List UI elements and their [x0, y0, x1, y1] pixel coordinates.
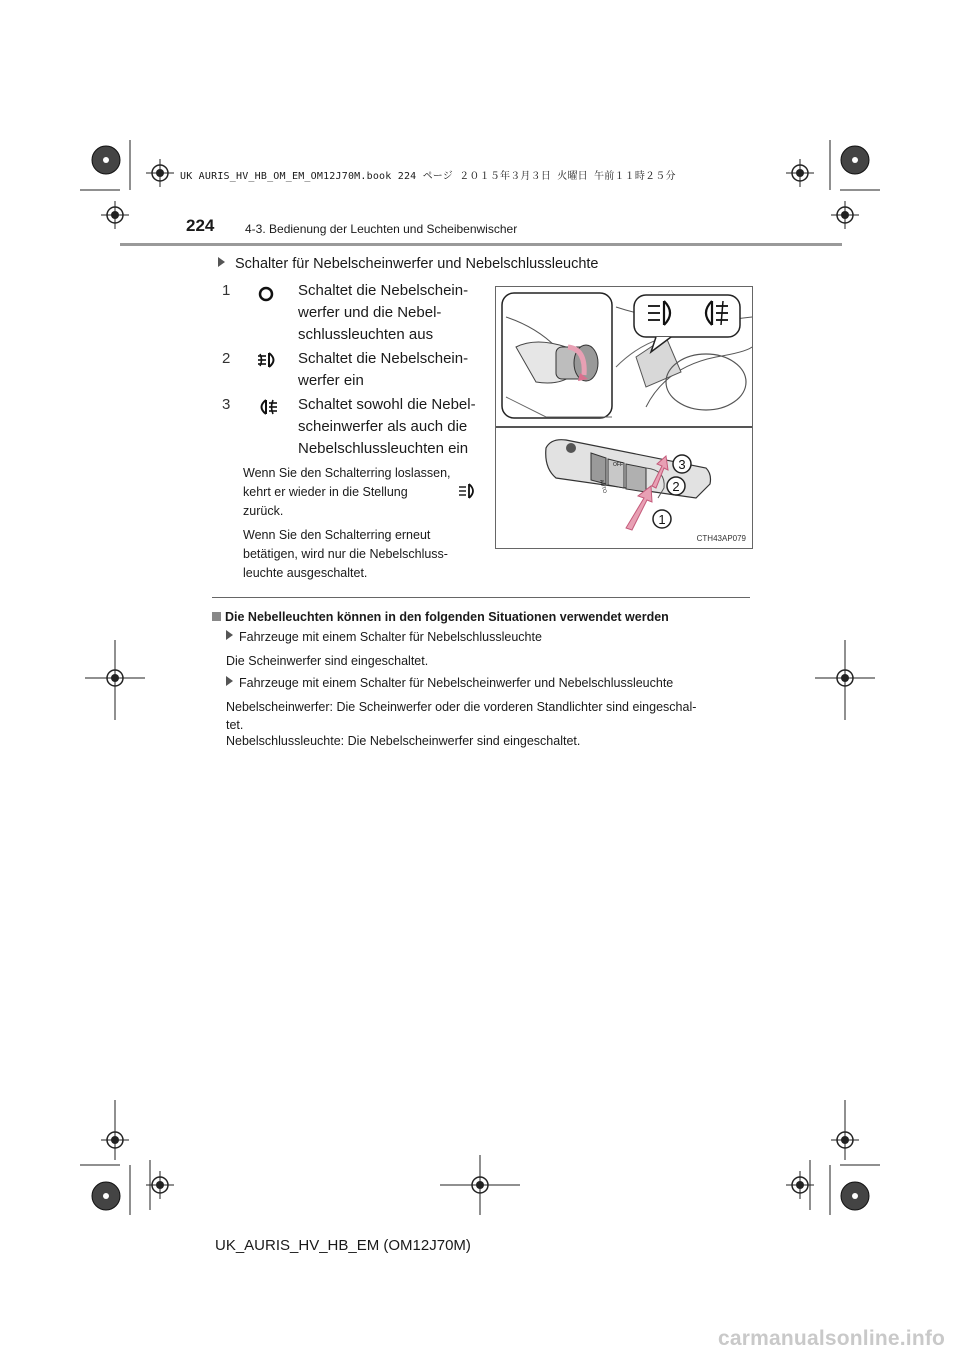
- steering-column-drawing: [496, 287, 752, 426]
- text-front-fog-condition: [226, 698, 746, 734]
- item-text-line: Schaltet sowohl die Nebel-: [298, 396, 476, 413]
- model-footer: UK_AURIS_HV_HB_EM (OM12J70M): [215, 1237, 471, 1254]
- section-heading: Die Nebelleuchten können in den folgenden Situationen verwendet werden: [212, 610, 669, 624]
- square-bullet-icon: [212, 612, 221, 621]
- rear-fog-icon: [256, 397, 280, 417]
- item-text-line: Schaltet die Nebelschein-: [298, 282, 469, 299]
- bullet-rear-fog-only: Fahrzeuge mit einem Schalter für Nebelschlussleuchte: [226, 630, 542, 644]
- corner-wheel-icon: [841, 146, 869, 174]
- header-rule: [120, 243, 842, 246]
- bullet-front-and-rear-fog: Fahrzeuge mit einem Schalter für Nebelscheinwerfer und Nebelschlussleuchte: [226, 676, 673, 690]
- text-line: tet.: [226, 718, 244, 732]
- subheading: Schalter für Nebelscheinwerfer und Nebelschlussleuchte: [218, 256, 599, 272]
- callout-1: [653, 510, 671, 528]
- item-number: 3: [222, 396, 231, 413]
- svg-text:1: 1: [658, 512, 666, 527]
- text-rear-fog-condition: Nebelschlussleuchte: Die Nebelscheinwerfer sind eingeschaltet.: [226, 734, 581, 748]
- callout-3: [673, 455, 691, 473]
- note-release: [243, 464, 478, 521]
- note-press-again: [243, 526, 478, 583]
- item-text-line: werfer ein: [298, 372, 364, 389]
- svg-text:3: 3: [678, 457, 686, 472]
- front-fog-icon: [256, 350, 280, 370]
- stalk-drawing: [496, 428, 752, 548]
- item-number: 2: [222, 350, 231, 367]
- item-text-line: Schaltet die Nebelschein-: [298, 350, 469, 367]
- switch-label-auto: AUTO: [598, 478, 608, 494]
- note-line: Wenn Sie den Schalterring erneut: [243, 528, 431, 542]
- fog-switch-illustration: [495, 286, 753, 549]
- item-text-line: Nebelschlussleuchten ein: [298, 440, 469, 457]
- triangle-bullet-icon: [226, 630, 233, 640]
- page-number: 224: [186, 216, 215, 235]
- note-line: zurück.: [243, 504, 284, 518]
- item-number: 1: [222, 282, 231, 299]
- item-text-line: werfer und die Nebel-: [298, 304, 442, 321]
- callout-2: [667, 477, 685, 495]
- corner-wheel-icon: [92, 1182, 120, 1210]
- switch-label-off: OFF: [613, 462, 623, 468]
- note-line: leuchte ausgeschaltet.: [243, 566, 368, 580]
- corner-wheel-icon: [841, 1182, 869, 1210]
- watermark: carmanualsonline.info: [718, 1327, 946, 1350]
- note-line: Wenn Sie den Schalterring loslassen,: [243, 466, 451, 480]
- text-line: Nebelscheinwerfer: Die Scheinwerfer oder die vorderen Standlichter sind eingeschal-: [226, 700, 697, 714]
- item-text-line: scheinwerfer als auch die: [298, 418, 468, 435]
- svg-text:2: 2: [672, 479, 680, 494]
- section-rule: [212, 597, 750, 598]
- triangle-bullet-icon: [226, 676, 233, 686]
- section-title: 4-3. Bedienung der Leuchten und Scheibenwischer: [245, 222, 518, 236]
- figure-code: CTH43AP079: [696, 534, 746, 543]
- item-text-line: schlussleuchten aus: [298, 326, 434, 343]
- front-fog-icon: [458, 482, 478, 500]
- note-line: kehrt er wieder in die Stellung: [243, 485, 408, 499]
- note-line: betätigen, wird nur die Nebelschluss-: [243, 547, 448, 561]
- off-circle-icon: [256, 286, 276, 302]
- corner-wheel-icon: [92, 146, 120, 174]
- file-meta: UK AURIS_HV_HB_OM_EM_OM12J70M.book 224 ページ ２０１５年３月３日 火曜日 午前１１時２５分: [180, 171, 676, 182]
- triangle-bullet-icon: [218, 257, 225, 267]
- text-headlights-on: Die Scheinwerfer sind eingeschaltet.: [226, 654, 429, 668]
